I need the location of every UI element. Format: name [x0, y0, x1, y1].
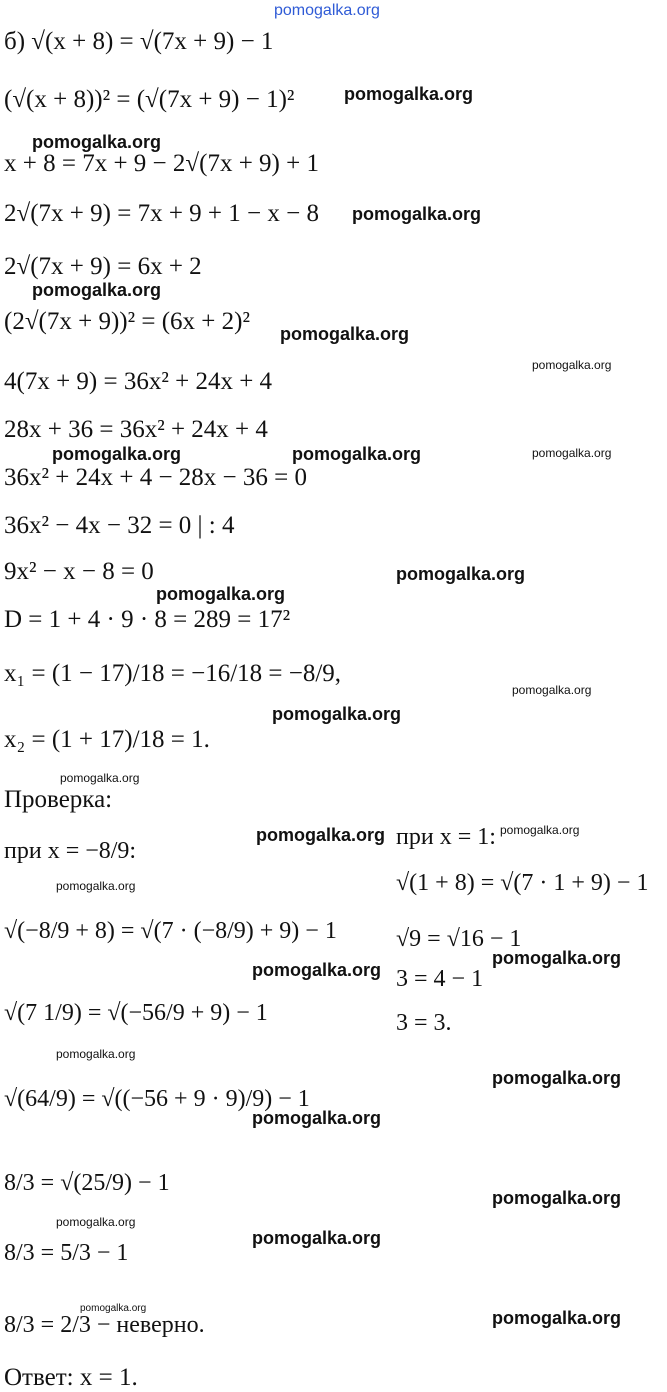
check-left-line: 8/3 = 2/3 − неверно.: [4, 1312, 205, 1338]
check-right-line: 3 = 3.: [396, 1010, 452, 1036]
check-right-line: 3 = 4 − 1: [396, 966, 484, 992]
watermark: pomogalka.org: [52, 444, 182, 464]
solution-line: 36x² + 24x + 4 − 28x − 36 = 0: [4, 464, 307, 491]
watermark: pomogalka.org: [32, 280, 162, 300]
check-left-line: 8/3 = 5/3 − 1: [4, 1240, 129, 1266]
solution-line: 4(7x + 9) = 36x² + 24x + 4: [4, 368, 273, 395]
watermark: pomogalka.org: [512, 683, 592, 697]
check-heading: Проверка:: [4, 786, 113, 813]
solution-line: x₁ = (1 − 17)/18 = −16/18 = −8/9,: [4, 660, 342, 687]
watermark: pomogalka.org: [252, 1228, 382, 1248]
check-right-line: √(1 + 8) = √(7 · 1 + 9) − 1: [396, 870, 649, 896]
watermark: pomogalka.org: [292, 444, 422, 464]
watermark: pomogalka.org: [492, 948, 622, 968]
header-watermark: pomogalka.org: [274, 2, 380, 19]
solution-line: x + 8 = 7x + 9 − 2√(7x + 9) + 1: [4, 150, 319, 177]
check-right-heading: при x = 1:: [396, 824, 496, 850]
watermark: pomogalka.org: [56, 879, 136, 893]
watermark: pomogalka.org: [80, 1303, 147, 1314]
solution-line: D = 1 + 4 · 9 · 8 = 289 = 17²: [4, 606, 291, 633]
watermark: pomogalka.org: [156, 584, 286, 604]
solution-line: б) √(x + 8) = √(7x + 9) − 1: [4, 28, 274, 55]
check-left-line: √(64/9) = √((−56 + 9 · 9)/9) − 1: [4, 1086, 310, 1112]
solution-line: 2√(7x + 9) = 7x + 9 + 1 − x − 8: [4, 200, 319, 227]
watermark: pomogalka.org: [272, 704, 402, 724]
watermark: pomogalka.org: [252, 1108, 382, 1128]
watermark: pomogalka.org: [32, 132, 162, 152]
watermark: pomogalka.org: [492, 1068, 622, 1088]
solution-line: 9x² − x − 8 = 0: [4, 558, 154, 585]
watermark: pomogalka.org: [56, 1215, 136, 1229]
check-left-line: √(−8/9 + 8) = √(7 · (−8/9) + 9) − 1: [4, 918, 337, 944]
watermark: pomogalka.org: [352, 204, 482, 224]
solution-line: x₂ = (1 + 17)/18 = 1.: [4, 726, 210, 753]
check-left-line: √(7 1/9) = √(−56/9 + 9) − 1: [4, 1000, 268, 1026]
watermark: pomogalka.org: [56, 1047, 136, 1061]
watermark: pomogalka.org: [252, 960, 382, 980]
watermark: pomogalka.org: [500, 823, 580, 837]
watermark: pomogalka.org: [532, 358, 612, 372]
check-left-line: 8/3 = √(25/9) − 1: [4, 1170, 170, 1196]
solution-line: (2√(7x + 9))² = (6x + 2)²: [4, 308, 250, 335]
watermark: pomogalka.org: [256, 825, 386, 845]
watermark: pomogalka.org: [492, 1188, 622, 1208]
solution-line: 2√(7x + 9) = 6x + 2: [4, 253, 202, 280]
watermark: pomogalka.org: [492, 1308, 622, 1328]
answer: Ответ: x = 1.: [4, 1364, 138, 1391]
watermark: pomogalka.org: [344, 84, 474, 104]
check-left-heading: при x = −8/9:: [4, 838, 137, 864]
solution-line: 28x + 36 = 36x² + 24x + 4: [4, 416, 268, 443]
watermark: pomogalka.org: [396, 564, 526, 584]
solution-line: (√(x + 8))² = (√(7x + 9) − 1)²: [4, 86, 295, 113]
watermark: pomogalka.org: [60, 771, 140, 785]
solution-line: 36x² − 4x − 32 = 0 | : 4: [4, 512, 235, 539]
check-right-line: √9 = √16 − 1: [396, 926, 522, 952]
watermark: pomogalka.org: [532, 446, 612, 460]
watermark: pomogalka.org: [280, 324, 410, 344]
